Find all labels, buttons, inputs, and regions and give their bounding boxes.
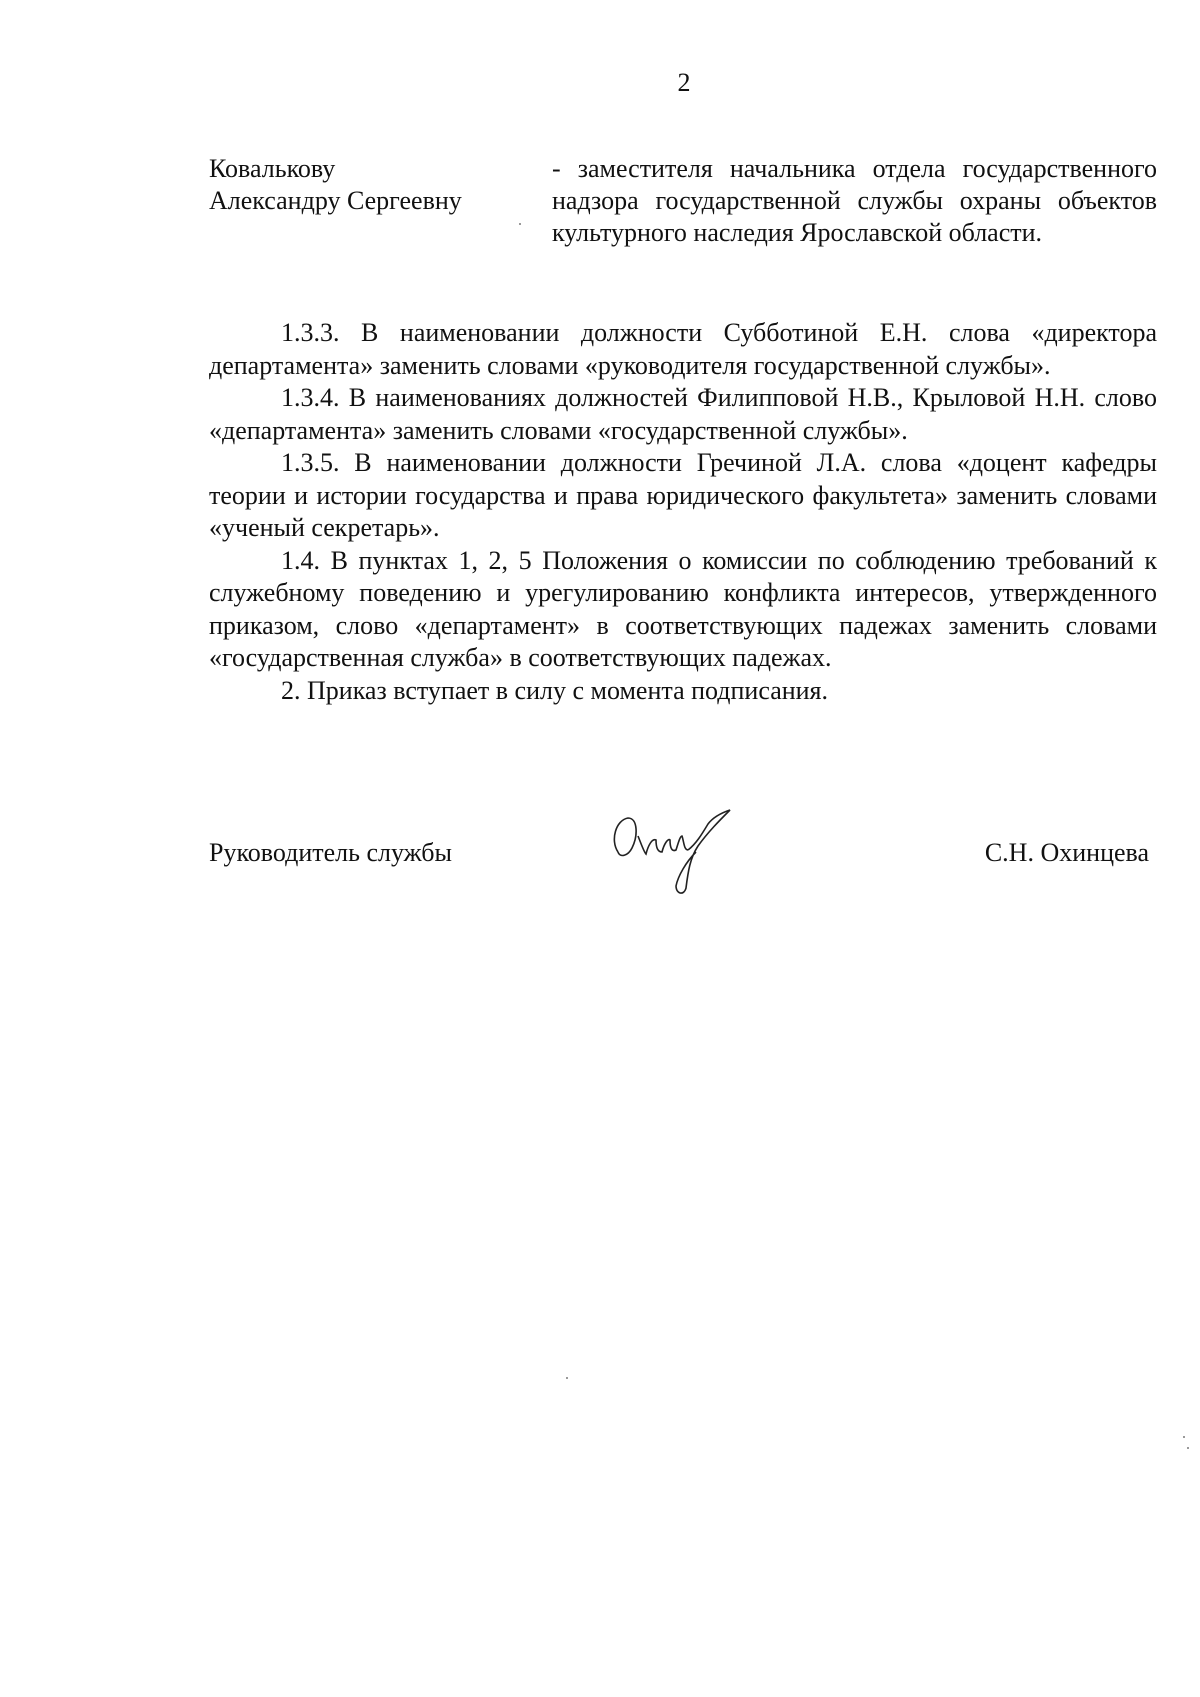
- scan-speck: [1187, 1447, 1189, 1449]
- appointee-surname: Ковалькову: [209, 154, 336, 183]
- paragraph-1-3-4: 1.3.4. В наименованиях должностей Филипповой Н.В., Крыловой Н.Н. слово «департамента» заменить словами «государственной службы».: [209, 383, 1157, 445]
- document-body: [209, 317, 1157, 707]
- scan-speck: [519, 223, 521, 225]
- scan-speck: [1183, 1436, 1185, 1438]
- appointee-name: [209, 153, 509, 217]
- page-number: [0, 68, 1200, 98]
- paragraph-1-3-5: 1.3.5. В наименовании должности Гречиной Л.А. слова «доцент кафедры теории и истории государства и права юридического факультета» заменить словами «ученый секретарь».: [209, 448, 1157, 542]
- scan-speck: [566, 1377, 568, 1379]
- signatory-name: С.Н. Охинцева: [984, 838, 1149, 867]
- handwritten-signature: [604, 806, 744, 896]
- paragraph-2: 2. Приказ вступает в силу с момента подписания.: [281, 675, 829, 705]
- appointee-role: - заместителя начальника отдела государственного надзора государственной службы охраны объектов культурного наследия Ярославской области.: [552, 154, 1157, 247]
- paragraph-1-3-3: 1.3.3. В наименовании должности Субботиной Е.Н. слова «директора департамента» заменить словами «руководителя государственной службы».: [209, 318, 1157, 380]
- signatory-position: Руководитель службы: [209, 838, 452, 867]
- page-number-text: 2: [677, 68, 691, 97]
- appointee-given-names: Александру Сергеевну: [209, 186, 462, 215]
- paragraph-1-4: 1.4. В пунктах 1, 2, 5 Положения о комиссии по соблюдению требований к служебному поведению и урегулированию конфликта интересов, утвержденного приказом, слово «департамент» в соответствующих падежах заменить словами «государственная служба» в соответствующих падежах.: [209, 545, 1157, 672]
